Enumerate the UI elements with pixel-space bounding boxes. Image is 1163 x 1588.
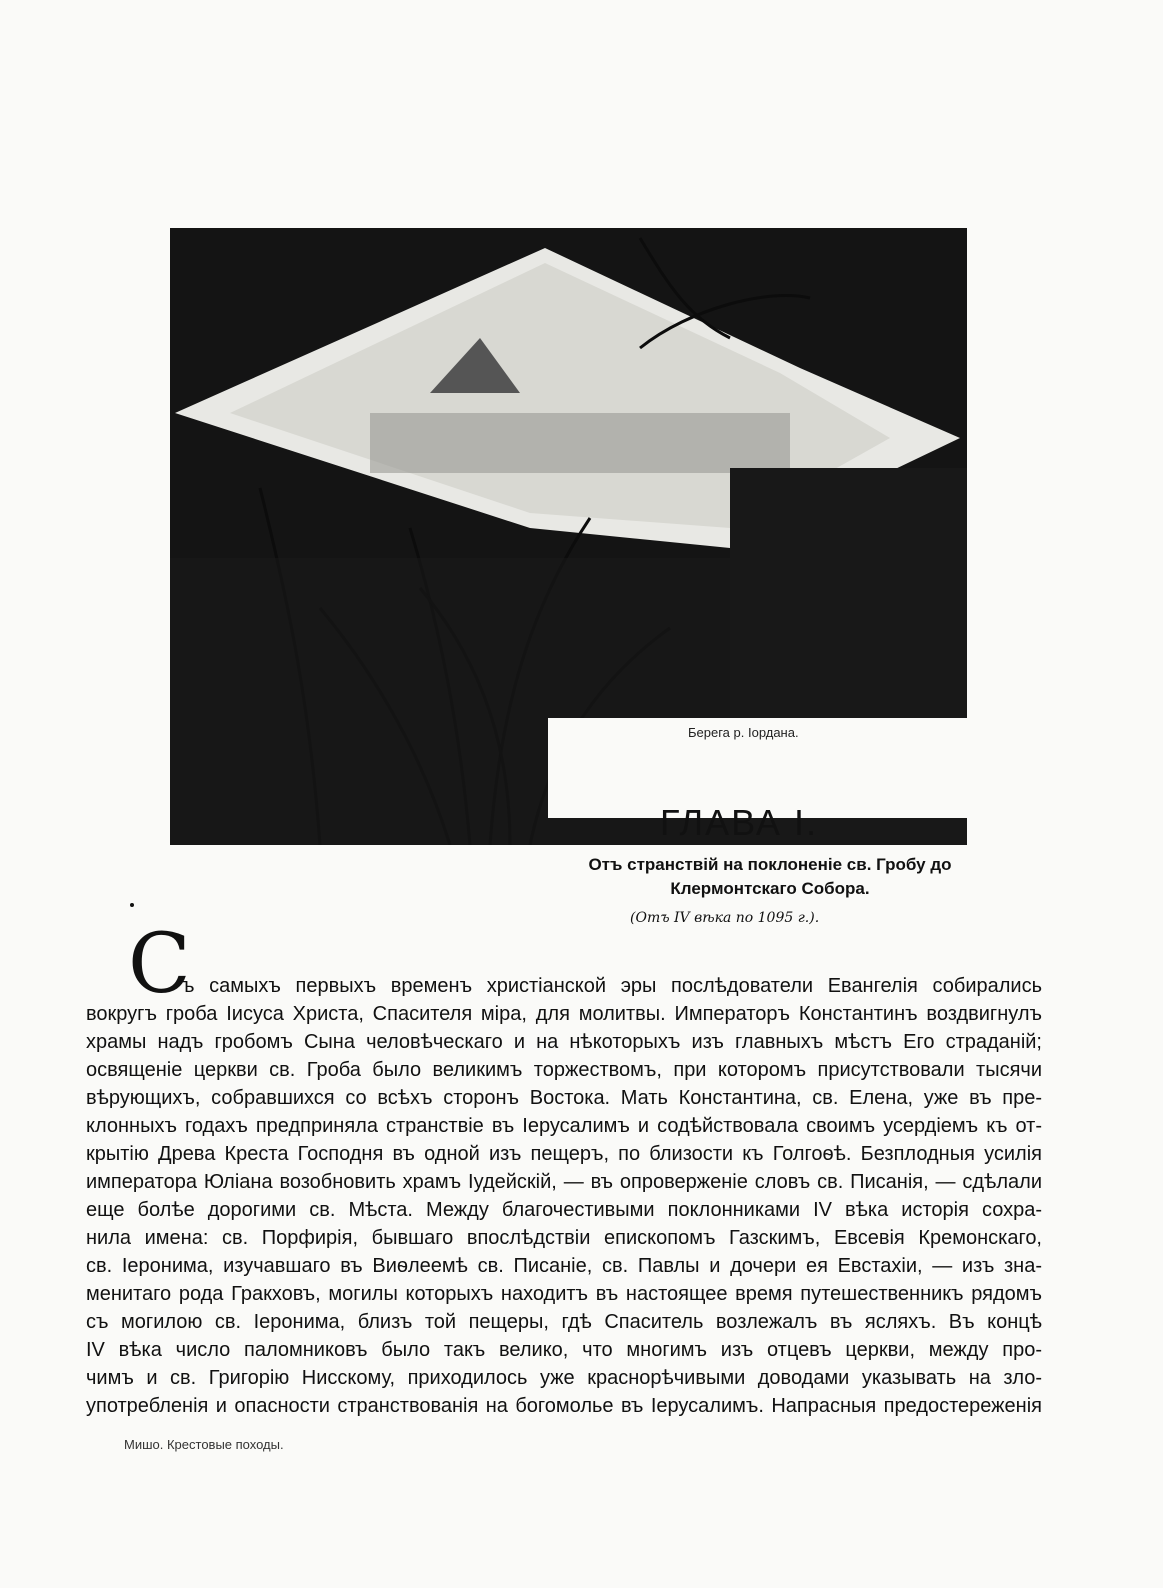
body-line: нила имена: св. Порфирія, бывшаго впослѣдствіи епископомъ Газскимъ, Евсевія Кремонскаго, [86, 1227, 1042, 1249]
body-line: крытію Древа Креста Господня въ одной изъ пещеръ, по близости къ Голгоѳѣ. Безплодныя усилія [86, 1143, 1042, 1165]
body-line: св. Іеронима, изучавшаго въ Виѳлеемѣ св. Писаніе, св. Павлы и дочери ея Евстахіи, — изъ зна- [86, 1255, 1042, 1277]
dropcap-letter: С [128, 917, 191, 1012]
body-line: храмы надъ гробомъ Сына человѣческаго и на нѣкоторыхъ изъ главныхъ мѣстъ Его страданій; [86, 1031, 1042, 1053]
body-line: вокругъ гроба Іисуса Христа, Спасителя міра, для молитвы. Императоръ Константинъ воздвигнулъ [86, 1003, 1042, 1025]
body-line: освященіе церкви св. Гроба было великимъ торжествомъ, при которомъ присутствовали тысячи [86, 1059, 1042, 1081]
chapter-dates: (Отъ IV вѣка по 1095 г.). [630, 910, 820, 926]
body-line: съ могилою св. Іеронима, близъ той пещеры, гдѣ Спаситель возлежалъ въ ясляхъ. Въ концѣ [86, 1311, 1042, 1333]
body-line: менитаго рода Гракховъ, могилы которыхъ находитъ въ настоящее время путешественникъ рядомъ [86, 1283, 1042, 1305]
chapter-subtitle [560, 853, 980, 901]
chapter-title: ГЛАВА I. [660, 802, 818, 843]
ink-dot [130, 903, 134, 907]
body-line: клонныхъ годахъ предприняла странствіе въ Іерусалимъ и содѣйствовала своимъ усердіемъ къ от- [86, 1115, 1042, 1137]
body-line: IV вѣка число паломниковъ было такъ велико, что многимъ изъ отцевъ церкви, между про- [86, 1339, 1042, 1361]
page-footer: Мишо. Крестовые походы. [124, 1437, 284, 1452]
chapter-subtitle-line2: Клермонтскаго Собора. [670, 879, 870, 898]
body-line: ъ самыхъ первыхъ временъ христіанской эры послѣдователи Евангелія собирались [182, 975, 1042, 997]
body-line: императора Юліана возобновить храмъ Іудейскій, — въ опроверженіе словъ св. Писанія, — сдѣлали [86, 1171, 1042, 1193]
chapter-subtitle-line1: Отъ странствій на поклоненіе св. Гробу до [588, 855, 952, 874]
body-text [86, 972, 1042, 1420]
body-line: вѣрующихъ, собравшихся со всѣхъ сторонъ Востока. Мать Константина, св. Елена, уже въ пре- [86, 1087, 1042, 1109]
body-line: чимъ и св. Григорію Нисскому, приходилось уже краснорѣчивыми доводами указывать на зло- [86, 1367, 1042, 1389]
illustration-caption: Берега р. Іордана. [688, 725, 799, 740]
body-line: употребленія и опасности странствованія на богомолье въ Іерусалимъ. Напрасныя предостереженія [86, 1395, 1042, 1417]
body-line: еще болѣе дорогими св. Мѣста. Между благочестивыми поклонниками IV вѣка исторія сохра- [86, 1199, 1042, 1221]
